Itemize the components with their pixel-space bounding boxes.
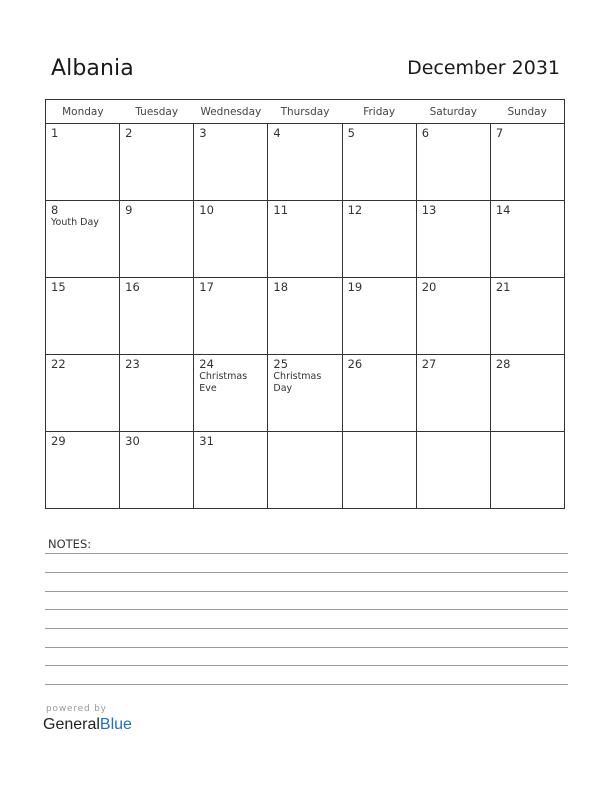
week-row xyxy=(46,201,565,278)
day-cell xyxy=(120,124,194,201)
day-number: 23 xyxy=(125,357,140,371)
powered-by-text: powered by xyxy=(46,704,107,714)
weekday-sunday: Sunday xyxy=(490,100,564,124)
day-number: 10 xyxy=(199,203,214,217)
day-number: 2 xyxy=(125,126,133,140)
day-cell xyxy=(416,278,490,355)
day-number: 7 xyxy=(495,126,504,140)
country-title: Albania xyxy=(51,56,134,81)
day-number: 15 xyxy=(51,280,66,294)
day-number: 19 xyxy=(347,280,363,294)
day-cell xyxy=(416,432,490,509)
day-cell xyxy=(120,355,194,432)
calendar-grid xyxy=(45,99,565,509)
notes-label: NOTES: xyxy=(48,537,92,551)
day-number: 1 xyxy=(51,126,59,140)
week-row xyxy=(46,124,565,201)
day-number: 3 xyxy=(199,126,207,140)
day-cell xyxy=(268,355,342,432)
day-cell xyxy=(194,278,268,355)
day-cell xyxy=(490,124,564,201)
notes-line xyxy=(45,609,568,610)
day-number: 25 xyxy=(273,357,289,371)
brand-logo[interactable] xyxy=(43,716,132,734)
brand-general-text: General xyxy=(43,716,100,733)
day-number: 14 xyxy=(495,203,511,217)
day-number: 27 xyxy=(421,357,437,371)
weekday-friday: Friday xyxy=(342,100,416,124)
day-cell xyxy=(342,278,416,355)
day-number: 11 xyxy=(273,203,289,217)
day-number: 26 xyxy=(347,357,363,371)
day-number: 31 xyxy=(199,434,214,448)
weekday-saturday: Saturday xyxy=(416,100,490,124)
day-number: 17 xyxy=(199,280,214,294)
brand-blue-text: Blue xyxy=(99,716,132,733)
day-cell xyxy=(490,278,564,355)
notes-line xyxy=(45,684,568,685)
week-row xyxy=(46,278,565,355)
day-cell xyxy=(46,278,120,355)
day-cell xyxy=(342,201,416,278)
week-row xyxy=(46,432,565,509)
day-number: 29 xyxy=(51,434,66,448)
day-cell xyxy=(194,355,268,432)
day-number: 30 xyxy=(125,434,140,448)
notes-line xyxy=(45,591,568,592)
day-cell xyxy=(268,124,342,201)
day-cell xyxy=(416,355,490,432)
day-cell xyxy=(46,124,120,201)
day-number: 24 xyxy=(199,357,214,371)
day-number: 13 xyxy=(421,203,437,217)
day-number: 9 xyxy=(125,203,133,217)
holiday-label: Christmas Day xyxy=(273,371,322,394)
day-number: 4 xyxy=(273,126,281,140)
weekday-monday: Monday xyxy=(46,100,120,124)
day-cell xyxy=(268,278,342,355)
day-cell xyxy=(342,355,416,432)
notes-line xyxy=(45,628,568,629)
day-number: 22 xyxy=(51,357,66,371)
day-cell xyxy=(46,201,120,278)
day-cell xyxy=(46,355,120,432)
day-cell xyxy=(490,355,564,432)
weekday-tuesday: Tuesday xyxy=(120,100,194,124)
day-cell xyxy=(120,201,194,278)
week-row xyxy=(46,355,565,432)
day-cell xyxy=(194,201,268,278)
weekday-thursday: Thursday xyxy=(268,100,342,124)
day-number: 18 xyxy=(273,280,289,294)
day-cell xyxy=(194,124,268,201)
notes-line xyxy=(45,572,568,573)
notes-line xyxy=(45,665,568,666)
month-year-title: December 2031 xyxy=(407,57,560,79)
day-cell xyxy=(120,432,194,509)
day-number: 6 xyxy=(421,126,430,140)
day-number: 20 xyxy=(421,280,437,294)
weekday-header-row xyxy=(46,100,565,124)
day-cell xyxy=(490,432,564,509)
day-cell xyxy=(416,201,490,278)
notes-line xyxy=(45,647,568,648)
notes-line xyxy=(45,553,568,554)
day-cell xyxy=(342,432,416,509)
day-cell xyxy=(46,432,120,509)
day-number: 21 xyxy=(495,280,511,294)
day-number: 5 xyxy=(347,126,355,140)
day-number: 28 xyxy=(495,357,511,371)
day-number: 16 xyxy=(125,280,140,294)
weekday-wednesday: Wednesday xyxy=(194,100,268,124)
day-number: 12 xyxy=(347,203,363,217)
day-cell xyxy=(416,124,490,201)
holiday-label: Youth Day xyxy=(51,217,99,228)
day-cell xyxy=(268,432,342,509)
holiday-label: Christmas Eve xyxy=(199,371,248,394)
day-cell xyxy=(268,201,342,278)
day-cell xyxy=(120,278,194,355)
day-cell xyxy=(490,201,564,278)
day-cell xyxy=(342,124,416,201)
day-cell xyxy=(194,432,268,509)
day-number: 8 xyxy=(51,203,59,217)
